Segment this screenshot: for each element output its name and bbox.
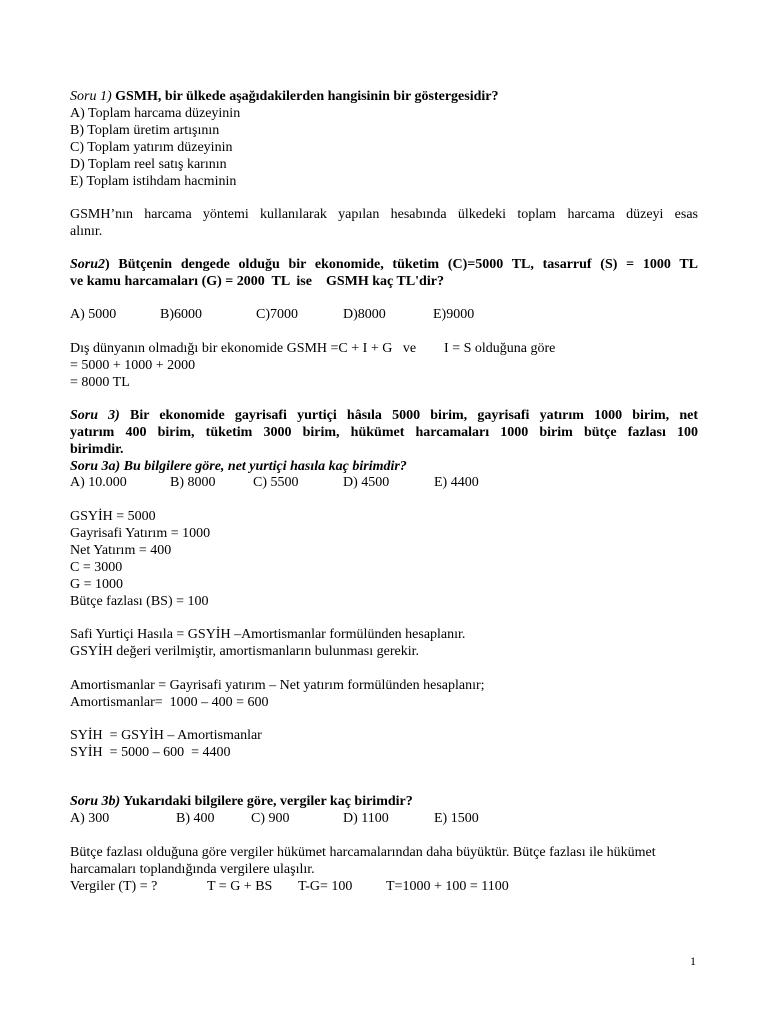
q3a-question: Soru 3a) Bu bilgilere göre, net yurtiçi hasıla kaç birimdir? xyxy=(70,459,407,474)
page-number: 1 xyxy=(690,954,696,968)
q2-solution-line1: Dış dünyanın olmadığı bir ekonomide GSMH =C + I + G ve I = S olduğuna göre xyxy=(70,341,556,356)
q2-options xyxy=(70,306,698,323)
q2-question-line1 xyxy=(70,256,698,273)
q2-solution-line3: = 8000 TL xyxy=(70,375,130,390)
q3-question-line3: birimdir. xyxy=(70,442,124,457)
q3a-solution3-line1: SYİH = GSYİH – Amortismanlar xyxy=(70,728,262,743)
q1-option-a: A) Toplam harcama düzeyinin xyxy=(70,106,241,121)
q1-option-c: C) Toplam yatırım düzeyinin xyxy=(70,140,233,155)
q3b-option-d: D) 1100 xyxy=(343,811,389,826)
q3b-formula-taxes: Vergiler (T) = ? xyxy=(70,879,158,894)
q3a-solution2-line2: Amortismanlar= 1000 – 400 = 600 xyxy=(70,695,269,710)
q1-option-d: D) Toplam reel satış karının xyxy=(70,157,227,172)
q2-option-d: D)8000 xyxy=(343,307,386,322)
q3a-option-d: D) 4500 xyxy=(343,475,390,490)
q3-given-gross-investment: Gayrisafi Yatırım = 1000 xyxy=(70,526,211,541)
q3b-options xyxy=(70,810,698,827)
q3b-formula-difference: T-G= 100 xyxy=(298,879,353,894)
q3-question-line1 xyxy=(70,407,698,424)
q3b-option-e: E) 1500 xyxy=(434,811,479,826)
q3-text-line1: Bir ekonomide gayrisafi yurtiçi hâsıla 5000 birim, gayrisafi yatırım 1000 birim, net xyxy=(119,408,698,423)
q2-option-e: E)9000 xyxy=(433,307,475,322)
q3b-formula-identity: T = G + BS xyxy=(207,879,273,894)
q1-option-e: E) Toplam istihdam hacminin xyxy=(70,174,237,189)
q1-explanation-line1: GSMH’nın harcama yöntemi kullanılarak yapılan hesabında ülkedeki toplam harcama düzeyi esas xyxy=(70,207,698,222)
q3b-option-c: C) 900 xyxy=(251,811,290,826)
q3-given-consumption: C = 3000 xyxy=(70,560,123,575)
q3b-solution-line2: harcamaları toplandığında vergilere ulaşılır. xyxy=(70,862,315,877)
q3a-solution2-line1: Amortismanlar = Gayrisafi yatırım – Net yatırım formülünden hesaplanır; xyxy=(70,678,485,693)
q3-given-government: G = 1000 xyxy=(70,577,124,592)
q1-label: Soru 1) xyxy=(70,89,112,104)
q1-explanation-line2: alınır. xyxy=(70,224,103,239)
q3-given-gsyih: GSYİH = 5000 xyxy=(70,509,156,524)
q2-label: Soru2 xyxy=(70,257,106,272)
q1-text: GSMH, bir ülkede aşağıdakilerden hangisinin bir göstergesidir? xyxy=(111,89,499,104)
q3a-option-a: A) 10.000 xyxy=(70,475,127,490)
q3a-solution3-line2: SYİH = 5000 – 600 = 4400 xyxy=(70,745,231,760)
q2-question-line2: ve kamu harcamaları (G) = 2000 TL ise GSMH kaç TL'dir? xyxy=(70,274,444,289)
q3a-solution1-line2: GSYİH değeri verilmiştir, amortismanların bulunması gerekir. xyxy=(70,644,419,659)
q3-given-net-investment: Net Yatırım = 400 xyxy=(70,543,172,558)
q3b-formula-result: T=1000 + 100 = 1100 xyxy=(386,879,509,894)
q3b-question xyxy=(70,793,413,810)
q3-question-line2: yatırım 400 birim, tüketim 3000 birim, hükümet harcamaları 1000 birim bütçe fazlası 100 xyxy=(70,425,698,440)
q3b-solution-line1: Bütçe fazlası olduğuna göre vergiler hükümet harcamalarından daha büyüktür. Bütçe fazlası ile hükümet xyxy=(70,845,656,860)
q3a-option-c: C) 5500 xyxy=(253,475,299,490)
q3a-option-b: B) 8000 xyxy=(170,475,216,490)
q2-option-b: B)6000 xyxy=(160,307,202,322)
q3b-text: Yukarıdaki bilgilere göre, vergiler kaç birimdir? xyxy=(120,794,413,809)
q2-option-a: A) 5000 xyxy=(70,307,117,322)
q3b-option-a: A) 300 xyxy=(70,811,110,826)
q3a-options xyxy=(70,474,698,491)
q2-option-c: C)7000 xyxy=(256,307,298,322)
q3b-option-b: B) 400 xyxy=(176,811,215,826)
q3a-option-e: E) 4400 xyxy=(434,475,479,490)
q3b-formula xyxy=(70,878,698,895)
q3a-solution1-line1: Safi Yurtiçi Hasıla = GSYİH –Amortismanlar formülünden hesaplanır. xyxy=(70,627,466,642)
q2-solution-line2: = 5000 + 1000 + 2000 xyxy=(70,358,196,373)
q1-option-b: B) Toplam üretim artışının xyxy=(70,123,220,138)
q2-text-line1: ) Bütçenin dengede olduğu bir ekonomide, tüketim (C)=5000 TL, tasarruf (S) = 1000 TL xyxy=(105,257,698,272)
q1-question xyxy=(70,88,499,105)
q3-label: Soru 3) xyxy=(70,408,120,423)
q3-given-budget-surplus: Bütçe fazlası (BS) = 100 xyxy=(70,594,209,609)
q3b-label: Soru 3b) xyxy=(70,794,121,809)
